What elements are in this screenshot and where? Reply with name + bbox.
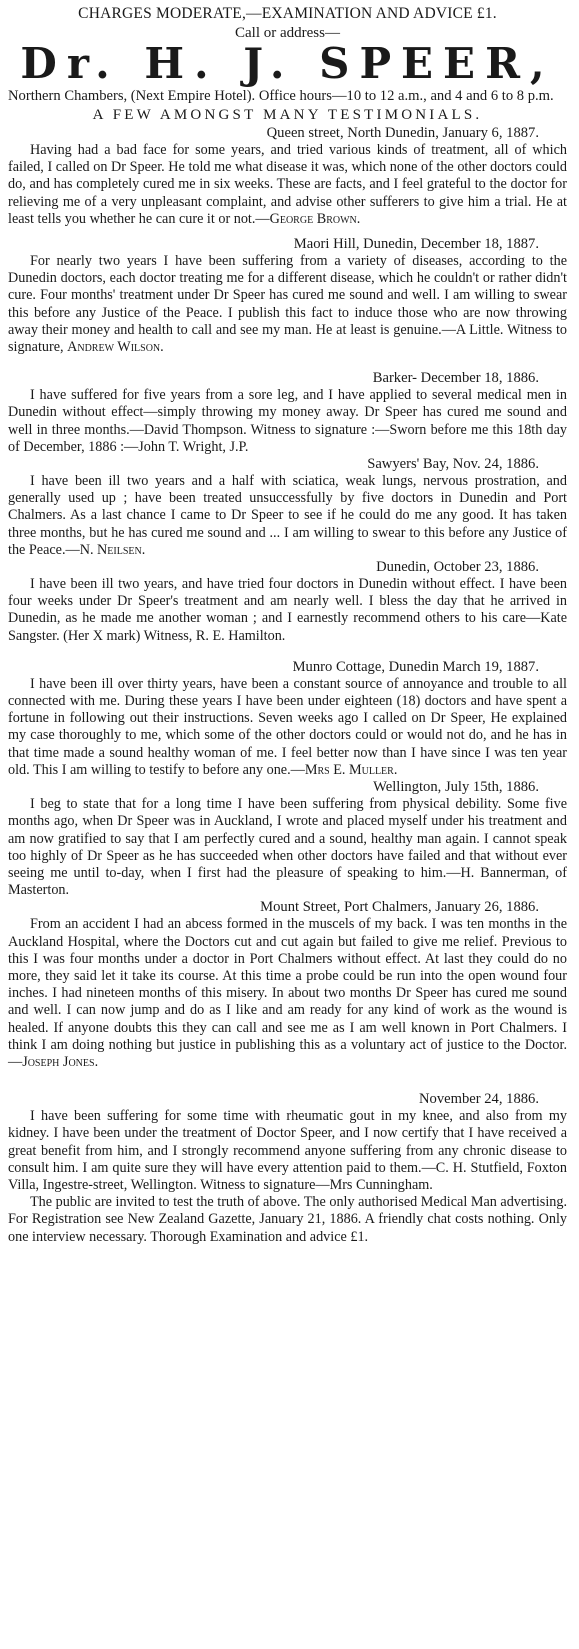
testimonial-dateline: Maori Hill, Dunedin, December 18, 1887. — [293, 236, 539, 253]
testimonial-c-h-stutfield — [8, 1091, 567, 1194]
testimonial-body: From an accident I had an abcess formed in the muscels of my back. I was ten months in the Auckland Hospital, where the Doctors cut and cut again but failed to give me relief. Previous to this I was four months under a doctor in Port Chalmers without effect. At last they could do no more, they said let it take its course. At this time a probe could be run into the open wound four inches. I had nineteen months of this misery. In about two months Dr Speer has cured me sound and well. I can now jump and do as I like and am ready for any kind of work as the wound is healed. If anyone doubts this they can call and see me as I am well known in Port Chalmers. I think I am doing nothing but justice in publishing this as a voluntary act of justice to the Doctor.—Joseph Jones. — [8, 916, 567, 1070]
testimonial-body: Having had a bad face for some years, and tried various kinds of treatment, all of which failed, I called on Dr Speer. He told me what disease it was, which none of the other doctors could do, and has completely cured me in six weeks. These are facts, and I feel grateful to the doctor for relieving me of a very unpleasant complaint, and advise other sufferers to give him a trial. He at least tells you whether he can cure it or not.—George Brown. — [8, 142, 567, 227]
testimonial-body: For nearly two years I have been suffering from a variety of diseases, according to the Dunedin doctors, each doctor treating me for a different disease, which he couldn't or rather didn't cure. Four months' treatment under Dr Speer has cured me sound and well. I am willing to swear this before any Justice of the Peace. I publish this fact to induce those who are now throwing away their money and health to call and see my man. He at least is genuine.—A Little. Witness to signature, Andrew Wilson. — [8, 253, 567, 356]
testimonial-dateline: Wellington, July 15th, 1886. — [373, 779, 539, 796]
testimonial-body: I have been ill two years, and have tried four doctors in Dunedin without effect. I have been four weeks under Dr Speer's treatment and am nearly well. I bless the day that he arrived in Dunedin, as he made me another woman ; and I earnestly recommend others to his care—Kate Sangster. (Her X mark) Witness, R. E. Hamilton. — [8, 576, 567, 644]
testimonial-h-bannerman — [8, 779, 567, 899]
testimonial-dateline: Barker- December 18, 1886. — [372, 370, 539, 387]
charges-heading: CHARGES MODERATE,—EXAMINATION AND ADVICE £1. — [78, 5, 497, 22]
testimonial-dateline: Dunedin, October 23, 1886. — [376, 559, 539, 576]
testimonial-body: I have been ill two years and a half with sciatica, weak lungs, nervous prostration, and generally used up ; have been treated unsuccessfully by five doctors in Dunedin and Port Chalmers. As a last chance I came to Dr Speer to see if he could do me any good. It has taken three months, but he has cured me sound and ... I am willing to swear to this before any Justice of the Peace.—N. Neilsen. — [8, 473, 567, 558]
doctor-name-title: Dr. H. J. SPEER, — [20, 39, 555, 88]
testimonial-dateline: Queen street, North Dunedin, January 6, 1887. — [266, 125, 539, 141]
testimonial-dateline: Sawyers' Bay, Nov. 24, 1886. — [367, 456, 539, 473]
testimonial-andrew-wilson — [8, 236, 567, 356]
call-or-address-line: Call or address— — [235, 25, 340, 41]
testimonial-signature: Joseph Jones. — [22, 1053, 99, 1070]
testimonial-signature: George Brown. — [269, 210, 361, 227]
testimonial-n-neilsen — [8, 456, 567, 559]
testimonial-dateline: Mount Street, Port Chalmers, January 26, 1886. — [260, 899, 539, 916]
testimonials-heading: A FEW AMONGST MANY TESTIMONIALS. — [92, 107, 483, 123]
testimonial-signature: Mrs E. Muller. — [304, 761, 398, 778]
testimonial-kate-sangster — [8, 559, 567, 645]
testimonial-body: I have suffered for five years from a sore leg, and I have applied to several medical men in Dunedin without effect—simply throwing my money away. Dr Speer has cured me sound and well in three months.—David Thompson. Witness to signature :—Sworn before me this 18th day of December, 1886 :—John T. Wright, J.P. — [8, 387, 567, 455]
testimonial-body: I have been suffering for some time with rheumatic gout in my knee, and also from my kidney. I have been under the treatment of Doctor Speer, and I now certify that I have received a great benefit from him, and I strongly recommend anyone suffering from any chronic disease to consult him. I am quite sure they will have every attention paid to them.—C. H. Stutfield, Foxton Villa, Ingestre-street, Wellington. Witness to signature—Mrs Cunningham. — [8, 1108, 567, 1193]
testimonial-george-brown — [8, 125, 567, 228]
testimonial-body: I have been ill over thirty years, have been a constant source of annoyance and trouble to all connected with me. During these years I have been under eighteen (18) doctors and have spent a fortune in following out their instructions. Seven weeks ago I called on Dr Speer, He explained my case thoroughly to me, which some of the other doctors could or would not do, and he has in that time made a sound healthy woman of me. I feel better now than I have since I was ten year old. This I am willing to testify to before any one.—Mrs E. Muller. — [8, 675, 567, 778]
testimonial-joseph-jones — [8, 899, 567, 1071]
testimonial-signature: N. Neilsen. — [79, 541, 146, 558]
office-address: Northern Chambers, (Next Empire Hotel). Office hours—10 to 12 a.m., and 4 and 6 to 8 p.m. — [8, 88, 554, 104]
testimonial-dateline: November 24, 1886. — [419, 1091, 539, 1108]
footer-notice: The public are invited to test the truth of above. The only authorised Medical Man advertising. For Registration see New Zealand Gazette, January 21, 1886. A friendly chat costs nothing. Only one interview necessary. Thorough Examination and advice £1. — [8, 1194, 567, 1245]
testimonial-signature: Andrew Wilson. — [67, 339, 164, 356]
testimonial-mrs-e-muller — [8, 659, 567, 779]
testimonial-body: I beg to state that for a long time I have been suffering from physical debility. Some five months ago, when Dr Speer was in Auckland, I wrote and placed myself under his treatment and am now gratified to say that I am perfectly cured and a sound, healthy man again. I cannot speak too highly of Dr Speer as he has succeeded when other doctors have failed and that without ever seeing me until to-day, when I first had the pleasure of speaking to him.—H. Bannerman, of Masterton. — [8, 796, 567, 899]
testimonial-dateline: Munro Cottage, Dunedin March 19, 1887. — [292, 658, 539, 675]
testimonial-david-thompson — [8, 370, 567, 456]
